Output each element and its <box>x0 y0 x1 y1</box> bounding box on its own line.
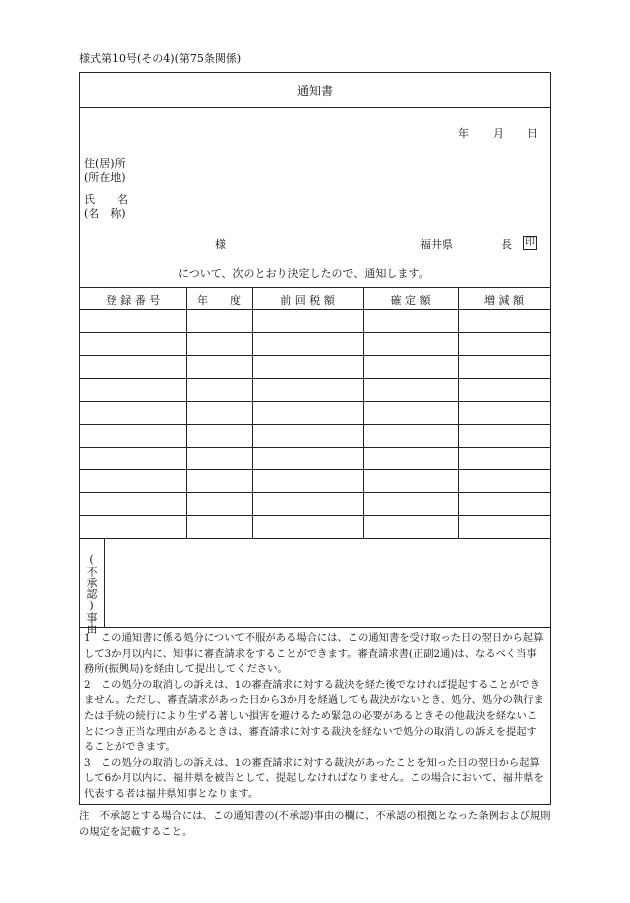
note-2: 2 この処分の取消しの訴えは、1の審査請求に対する裁決を経た後でなければ提起することができません。ただし、審査請求があった日から3か月を経過しても裁決がないとき、処分、処分の執行または手続の続行により生ずる著しい損害を避けるため緊急の必要があるときその他裁決を経ないことにつき正当な理由があるときは、審査請求に対する裁決を経ないで処分の取消しの訴えを提起することができます。 <box>84 678 544 754</box>
date-year: 年 <box>458 127 469 140</box>
header-change-amount: 増 減 額 <box>484 294 524 307</box>
form-label: 様式第10号(その4)(第75条関係) <box>79 52 242 65</box>
footnote: 注 不承認とする場合には、この通知書の(不承認)事由の欄に、不承認の根拠となった条例および規則の規定を記載すること。 <box>79 810 551 838</box>
header-year: 年 度 <box>197 294 241 307</box>
issuer: 福井県 <box>420 238 453 251</box>
header-registration-number: 登 録 番 号 <box>105 294 161 307</box>
address-label: 住(居)所 <box>84 157 126 170</box>
reason-label: (不承認)事由 <box>85 553 98 634</box>
note-3: 3 この処分の取消しの訴えは、1の審査請求に対する裁決があったことを知った日の翌日から起算して6か月以内に、福井県を被告として、提起しなければなりません。この場合において、福井県を代表する者は福井県知事となります。 <box>84 756 544 800</box>
name-label: 氏 名 <box>84 193 128 206</box>
note-1: 1 この通知書に係る処分について不服がある場合には、この通知書を受け取った日の翌日から起算して3か月以内に、知事に審査請求をすることができます。審査請求書(正副2通)は、なるべく当事務所(振興局)を経由して提出してください。 <box>84 632 544 676</box>
date-month: 月 <box>493 127 504 140</box>
table-top-line <box>80 287 550 288</box>
name-label-sub: (名 称) <box>84 207 126 220</box>
date-day: 日 <box>527 127 538 140</box>
header-confirmed-amount: 確 定 額 <box>390 294 431 307</box>
chief-title: 長 <box>501 238 512 251</box>
intro-text: について、次のとおり決定したので、通知します。 <box>178 267 430 280</box>
notes-block <box>84 631 547 803</box>
form-title: 通知書 <box>296 84 333 98</box>
seal-mark: 印 <box>525 237 535 248</box>
recipient-suffix: 様 <box>215 238 226 251</box>
notes-divider <box>80 627 550 628</box>
address-label-sub: (所在地) <box>84 171 126 184</box>
title-divider <box>80 107 550 108</box>
header-previous-tax: 前 回 税 額 <box>280 294 335 307</box>
table-bottom-line <box>80 538 550 539</box>
reason-divider <box>104 538 105 627</box>
notice-form <box>79 72 551 805</box>
